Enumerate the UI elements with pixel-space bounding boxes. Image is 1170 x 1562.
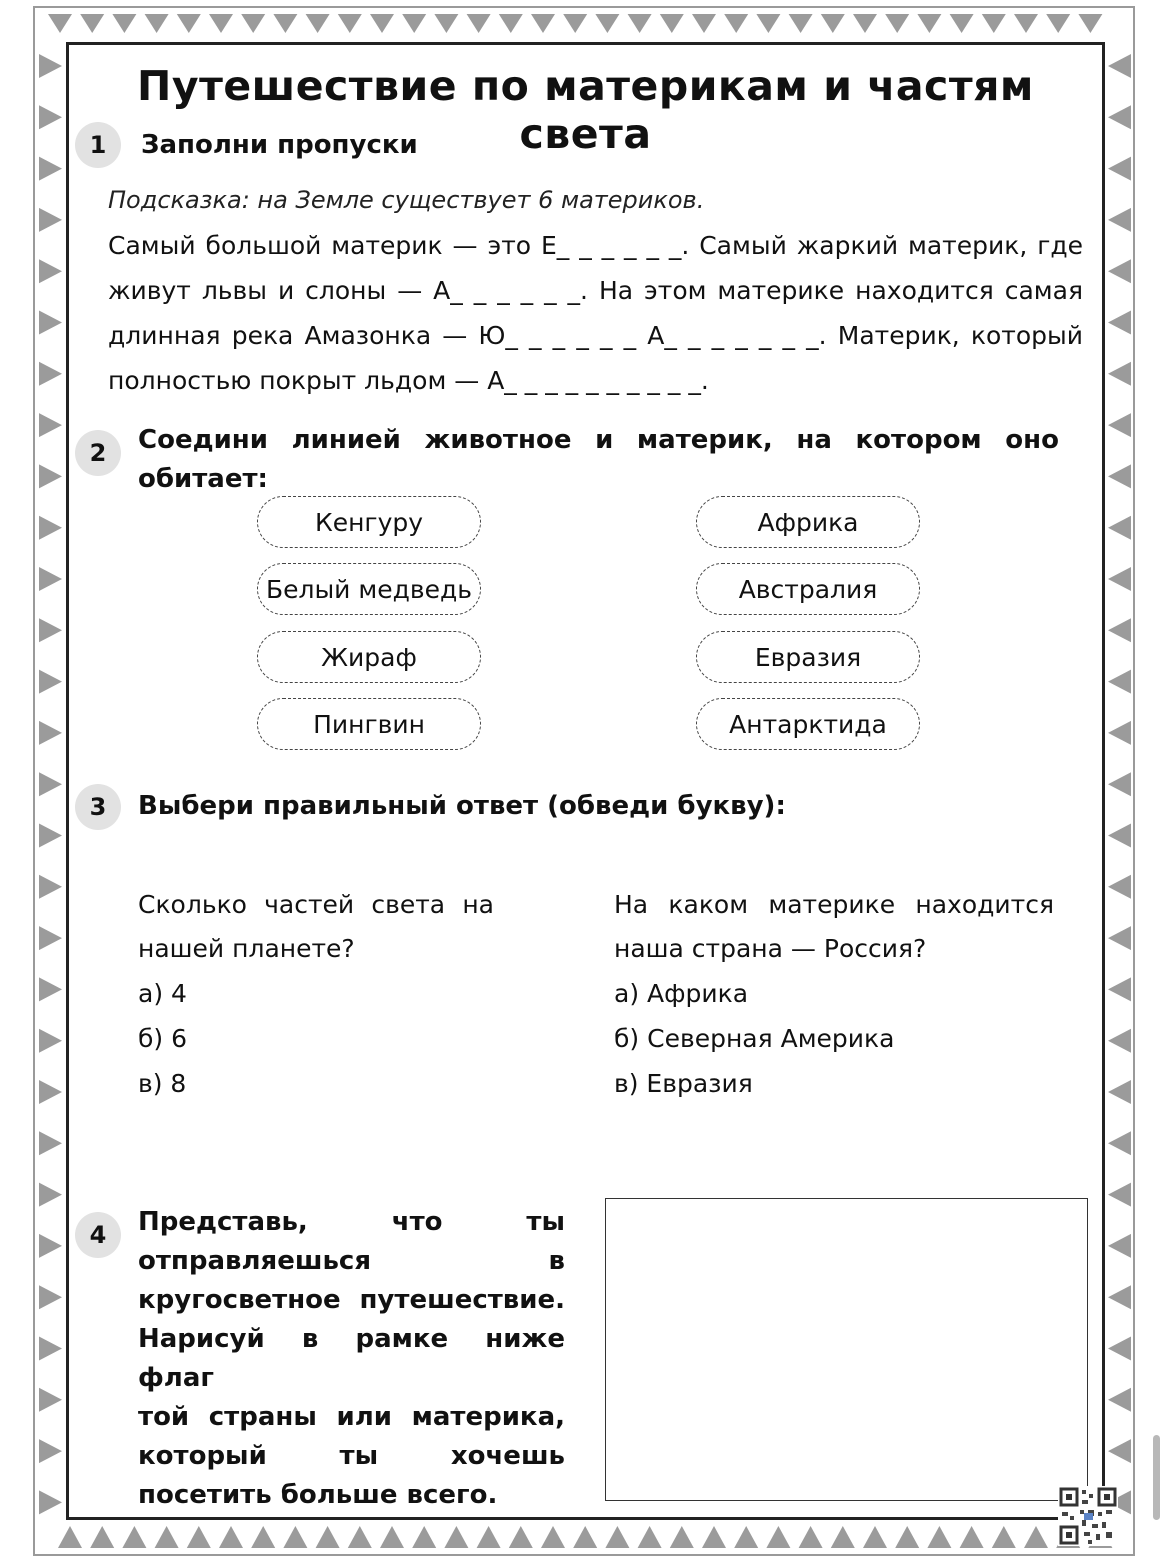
triangle-top [48, 14, 72, 33]
triangle-right [1108, 721, 1131, 745]
triangle-top [499, 14, 523, 33]
triangle-right [1108, 157, 1131, 181]
triangle-left [39, 362, 62, 386]
task-4-line-7: посетить больше всего. [138, 1480, 498, 1510]
triangle-top [112, 14, 136, 33]
question-1-line-1: Сколько частей света на [138, 890, 494, 919]
triangle-right [1108, 567, 1131, 591]
triangle-bottom [412, 1526, 436, 1548]
triangle-bottom [541, 1526, 565, 1548]
triangle-bottom [863, 1526, 887, 1548]
triangle-top [467, 14, 491, 33]
triangle-top [853, 14, 877, 33]
animal-pill-polar-bear[interactable]: Белый медведь [257, 563, 481, 615]
triangle-right [1108, 772, 1131, 796]
question-2-option-a[interactable]: а) Африка [614, 979, 749, 1008]
triangle-top [789, 14, 813, 33]
triangle-left [39, 1337, 62, 1361]
triangle-top [821, 14, 845, 33]
triangle-right [1108, 208, 1131, 232]
triangle-bottom [444, 1526, 468, 1548]
triangle-right [1108, 1029, 1131, 1053]
triangle-top [273, 14, 297, 33]
triangle-right [1108, 1337, 1131, 1361]
task-2-heading-line-2: обитает: [138, 464, 268, 494]
triangle-left [39, 54, 62, 78]
triangle-bottom [251, 1526, 275, 1548]
triangle-left [39, 670, 62, 694]
triangle-top [1046, 14, 1070, 33]
animal-pill-giraffe[interactable]: Жираф [257, 631, 481, 683]
triangle-left [39, 464, 62, 488]
triangle-right [1108, 1234, 1131, 1258]
triangle-right [1108, 516, 1131, 540]
triangle-left [39, 618, 62, 642]
triangle-top [402, 14, 426, 33]
triangle-left [39, 1029, 62, 1053]
triangle-bottom [316, 1526, 340, 1548]
triangle-top [241, 14, 265, 33]
triangle-bottom [477, 1526, 501, 1548]
question-2-option-b[interactable]: б) Северная Америка [614, 1024, 895, 1053]
triangle-top [628, 14, 652, 33]
triangle-left [39, 1183, 62, 1207]
triangle-left [39, 1131, 62, 1155]
task-4-line-3: кругосветное путешествие. [138, 1285, 565, 1315]
question-2-line-2: наша страна — Россия? [614, 934, 927, 963]
task-1-hint: Подсказка: на Земле существует 6 материков. [108, 186, 705, 214]
triangle-right [1108, 926, 1131, 950]
task-1-line-3: длинная река Амазонка — Ю_ _ _ _ _ _ А_ _ _ _ _ _ _. Материк, который [108, 321, 1083, 350]
triangle-right [1108, 413, 1131, 437]
triangle-left [39, 875, 62, 899]
triangle-right [1108, 105, 1131, 129]
triangle-top [724, 14, 748, 33]
triangle-bottom [670, 1526, 694, 1548]
triangle-bottom [895, 1526, 919, 1548]
task-3-number-badge: 3 [75, 784, 121, 830]
triangle-left [39, 824, 62, 848]
triangle-bottom [155, 1526, 179, 1548]
triangle-top [563, 14, 587, 33]
triangle-bottom [702, 1526, 726, 1548]
task-4-line-4: Нарисуй в рамке ниже флаг [138, 1324, 565, 1393]
triangle-bottom [573, 1526, 597, 1548]
triangle-bottom [380, 1526, 404, 1548]
triangle-right [1108, 311, 1131, 335]
task-4-line-2: отправляешься в [138, 1246, 565, 1276]
triangle-bottom [187, 1526, 211, 1548]
triangle-bottom [283, 1526, 307, 1548]
triangle-bottom [219, 1526, 243, 1548]
task-4-line-1: Представь, что ты [138, 1207, 565, 1237]
triangle-top [1014, 14, 1038, 33]
animal-pill-kangaroo[interactable]: Кенгуру [257, 496, 481, 548]
triangle-right [1108, 1285, 1131, 1309]
triangle-right [1108, 464, 1131, 488]
triangle-top [209, 14, 233, 33]
triangle-left [39, 772, 62, 796]
triangle-bottom [638, 1526, 662, 1548]
triangle-right [1108, 1131, 1131, 1155]
triangle-right [1108, 977, 1131, 1001]
animal-pill-penguin[interactable]: Пингвин [257, 698, 481, 750]
triangle-right [1108, 1183, 1131, 1207]
task-1-line-1: Самый большой материк — это Е_ _ _ _ _ _. Самый жаркий материк, где [108, 231, 1083, 260]
triangle-top [434, 14, 458, 33]
task-1-number-badge: 1 [75, 122, 121, 168]
triangle-left [39, 259, 62, 283]
triangle-bottom [348, 1526, 372, 1548]
triangle-top [692, 14, 716, 33]
triangle-right [1108, 618, 1131, 642]
triangle-top [177, 14, 201, 33]
triangle-top [756, 14, 780, 33]
triangle-top [306, 14, 330, 33]
triangle-right [1108, 259, 1131, 283]
triangle-bottom [831, 1526, 855, 1548]
task-2-number-badge: 2 [75, 430, 121, 476]
triangle-bottom [1024, 1526, 1048, 1548]
triangle-top [370, 14, 394, 33]
question-2-option-c[interactable]: в) Евразия [614, 1069, 753, 1098]
continent-pill-eurasia[interactable]: Евразия [696, 631, 920, 683]
task-1-line-4: полностью покрыт льдом — А_ _ _ _ _ _ _ _ _ _. [108, 366, 709, 395]
task-4-line-5: той страны или материка, [138, 1402, 565, 1432]
triangle-top [80, 14, 104, 33]
triangle-left [39, 567, 62, 591]
continent-pill-antarctica[interactable]: Антарктида [696, 698, 920, 750]
triangle-top [982, 14, 1006, 33]
question-1-option-b[interactable]: б) 6 [138, 1024, 188, 1053]
triangle-left [39, 208, 62, 232]
question-1-option-c[interactable]: в) 8 [138, 1069, 187, 1098]
scrollbar-thumb[interactable] [1153, 1435, 1160, 1520]
task-1-line-2: живут львы и слоны — А_ _ _ _ _ _. На этом материке находится самая [108, 276, 1083, 305]
task-2-heading-line-1: Соедини линией животное и материк, на котором оно [138, 425, 1059, 455]
triangle-left [39, 1234, 62, 1258]
task-4-number-badge: 4 [75, 1212, 121, 1258]
task-4-instruction [138, 1203, 565, 1515]
triangle-top [950, 14, 974, 33]
triangle-bottom [122, 1526, 146, 1548]
triangle-bottom [766, 1526, 790, 1548]
triangle-bottom [605, 1526, 629, 1548]
triangle-top [1078, 14, 1102, 33]
page-title: Путешествие по материкам и частям света [137, 62, 1034, 158]
triangle-left [39, 311, 62, 335]
triangle-right [1108, 824, 1131, 848]
triangle-left [39, 105, 62, 129]
triangle-left [39, 926, 62, 950]
triangle-bottom [927, 1526, 951, 1548]
triangle-top [917, 14, 941, 33]
continent-pill-australia[interactable]: Австралия [696, 563, 920, 615]
triangle-top [531, 14, 555, 33]
triangle-bottom [799, 1526, 823, 1548]
triangle-right [1108, 1080, 1131, 1104]
triangle-top [660, 14, 684, 33]
question-1-line-2: нашей планете? [138, 934, 355, 963]
triangle-bottom [90, 1526, 114, 1548]
triangle-left [39, 1490, 62, 1514]
task-4-line-6: который ты хочешь [138, 1441, 565, 1471]
triangle-right [1108, 1388, 1131, 1412]
task-1-heading: Заполни пропуски [141, 130, 418, 160]
triangle-left [39, 413, 62, 437]
triangle-right [1108, 1439, 1131, 1463]
triangle-left [39, 516, 62, 540]
triangle-left [39, 1285, 62, 1309]
question-2-line-1: На каком материке находится [614, 890, 1054, 919]
task-3-heading: Выбери правильный ответ (обведи букву): [138, 791, 786, 821]
triangle-right [1108, 362, 1131, 386]
triangle-left [39, 1080, 62, 1104]
triangle-bottom [960, 1526, 984, 1548]
qr-code-icon [1058, 1486, 1118, 1546]
triangle-top [885, 14, 909, 33]
triangle-right [1108, 670, 1131, 694]
triangle-top [338, 14, 362, 33]
triangle-right [1108, 875, 1131, 899]
triangle-bottom [509, 1526, 533, 1548]
triangle-top [145, 14, 169, 33]
triangle-bottom [734, 1526, 758, 1548]
triangle-left [39, 157, 62, 181]
triangle-left [39, 977, 62, 1001]
triangle-left [39, 721, 62, 745]
triangle-top [595, 14, 619, 33]
triangle-bottom [992, 1526, 1016, 1548]
triangle-bottom [58, 1526, 82, 1548]
question-1-option-a[interactable]: а) 4 [138, 979, 187, 1008]
triangle-left [39, 1439, 62, 1463]
continent-pill-africa[interactable]: Африка [696, 496, 920, 548]
flag-drawing-box[interactable] [605, 1198, 1088, 1501]
triangle-right [1108, 54, 1131, 78]
triangle-left [39, 1388, 62, 1412]
